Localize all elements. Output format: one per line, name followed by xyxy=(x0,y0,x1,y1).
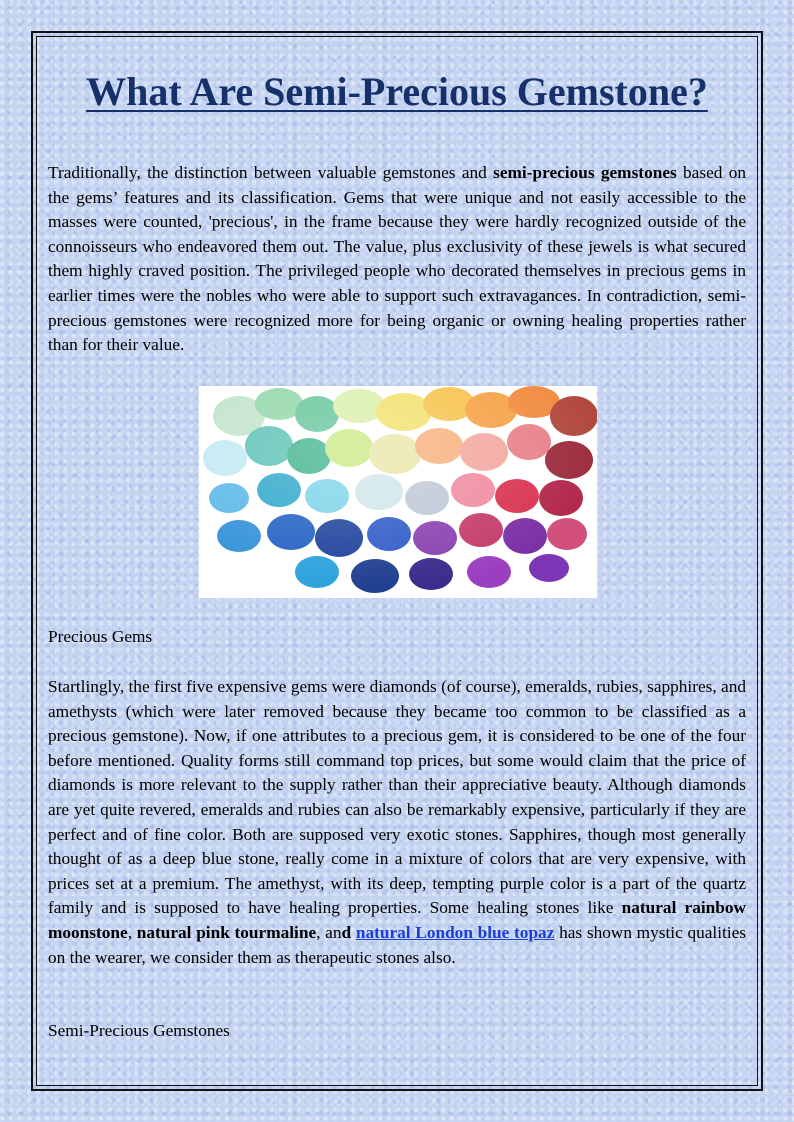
section-heading-semi-precious: Semi-Precious Gemstones xyxy=(48,1021,230,1040)
gemstones-image xyxy=(199,386,597,598)
precious-gems-paragraph: Startlingly, the first five expensive gems were diamonds (of course), emeralds, rubies, sapphires, and amethysts (which were later removed because they became too common to be classified as a precious gemstone). Now, if one attributes to a precious gem, it is considered to be one of the four before mentioned. Quality forms still command top prices, but some would claim that the price of diamonds is more relevant to the supply rather than their appreciative beauty. Although diamonds are yet quite revered, emeralds and rubies can also be remarkably expensive, particularly if they are perfect and of fine color. Both are supposed very exotic stones. Sapphires, though most generally thought of as a deep blue stone, really come in a mixture of colors that are very expensive, with prices set at a premium. The amethyst, with its deep, tempting purple color is a part of the quartz family and is supposed to have healing properties. Some healing stones like natural rainbow moonstone, natural pink tourmaline, and natural London blue topaz has shown mystic qualities on the wearer, we consider them as therapeutic stones also. xyxy=(48,677,747,967)
bold-term-semi-precious: semi-precious gemstones xyxy=(493,163,677,182)
intro-paragraph: Traditionally, the distinction between valuable gemstones and semi-precious gemstones based on the gems’ features and its classification. Gems that were unique and not easily accessible to the masses were counted, 'precious', in the frame because they were hardly recognized outside of the connoisseurs who endeavored them out. The value, plus exclusivity of these jewels is what secured them highly craved position. The privileged people who decorated themselves in precious gems in earlier times were the nobles who were able to support such extravagances. In contradiction, semi-precious gemstones were recognized more for being organic or owning healing properties rather than for their value. xyxy=(48,163,746,355)
bold-term-pink-tourmaline: natural pink tourmaline xyxy=(136,922,317,942)
section-heading-precious-gems: Precious Gems xyxy=(48,627,153,646)
bold-term-rainbow-moonstone: natural rainbow moonstone xyxy=(48,898,746,942)
page-title: What Are Semi-Precious Gemstone? xyxy=(86,69,708,114)
london-blue-topaz-link[interactable]: natural London blue topaz xyxy=(355,922,555,942)
